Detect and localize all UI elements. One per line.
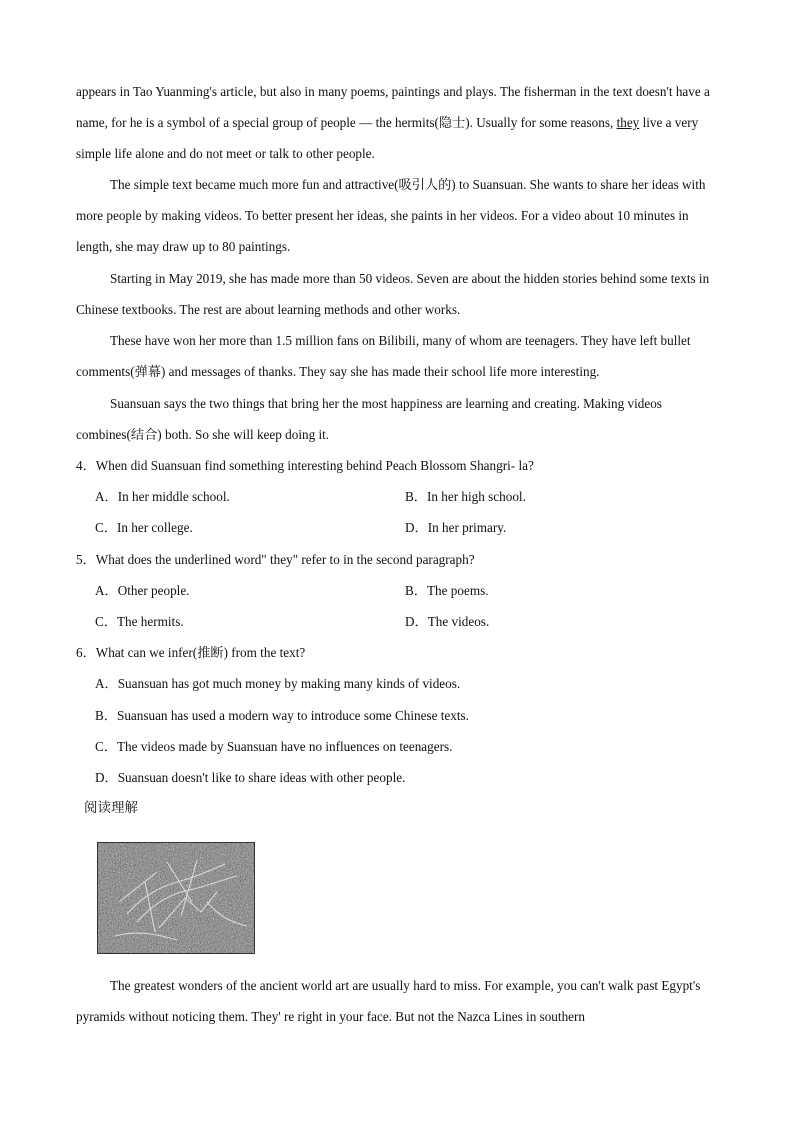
passage1-paragraph-2: The simple text became much more fun and attractive(吸引人的) to Suansuan. She wants to share her ideas with more people by making videos. To better present her ideas, she paints in her videos. For a video about 10 minutes in length, she may draw up to 80 paintings.	[76, 177, 706, 254]
question-4-option-d: D．In her primary.	[405, 520, 507, 535]
question-4-option-c: C．In her college.	[95, 520, 193, 535]
paragraph-text: appears in Tao Yuanming's article, but also in many poems, paintings and plays. The fisherman in the text doesn't have a name, for he is a symbol of a special group of people — the hermits(隐士). Usually for some reasons,	[76, 84, 710, 130]
question-4-option-b: B．In her high school.	[405, 489, 526, 504]
question-4-stem: 4．When did Suansuan find something interesting behind Peach Blossom Shangri- la?	[76, 458, 534, 473]
question-6-option-c: C．The videos made by Suansuan have no influences on teenagers.	[95, 739, 453, 754]
passage1-paragraph-1	[76, 76, 718, 169]
passage1-paragraph-5: Suansuan says the two things that bring her the most happiness are learning and creating. Making videos combines(结合) both. So she will keep doing it.	[76, 396, 662, 442]
question-5-option-b: B．The poems.	[405, 583, 489, 598]
question-5-option-a: A．Other people.	[95, 583, 190, 598]
underlined-word-they: they	[616, 115, 640, 130]
question-6-option-b: B．Suansuan has used a modern way to introduce some Chinese texts.	[95, 708, 469, 723]
paragraph-text: live a very simple life alone and do not meet or talk to other people.	[76, 115, 699, 161]
question-6-stem: 6．What can we infer(推断) from the text?	[76, 645, 306, 660]
question-4-option-a: A．In her middle school.	[95, 489, 230, 504]
passage2-paragraph-1: The greatest wonders of the ancient world art are usually hard to miss. For example, you can't walk past Egypt's pyramids without noticing them. They' re right in your face. But not the Nazca Lines in southern	[76, 978, 701, 1024]
nazca-lines-photo	[97, 842, 255, 954]
passage1-paragraph-3: Starting in May 2019, she has made more than 50 videos. Seven are about the hidden stories behind some texts in Chinese textbooks. The rest are about learning methods and other works.	[76, 271, 710, 317]
section-title: 阅读理解	[84, 800, 138, 816]
question-6-option-d: D．Suansuan doesn't like to share ideas with other people.	[95, 770, 406, 785]
question-5-option-d: D．The videos.	[405, 614, 490, 629]
question-5-option-c: C．The hermits.	[95, 614, 184, 629]
passage1-paragraph-4: These have won her more than 1.5 million fans on Bilibili, many of whom are teenagers. They have left bullet comments(弹幕) and messages of thanks. They say she has made their school life more interesting.	[76, 333, 691, 379]
question-6-option-a: A．Suansuan has got much money by making many kinds of videos.	[95, 676, 461, 691]
question-5-stem: 5．What does the underlined word" they" refer to in the second paragraph?	[76, 552, 475, 567]
